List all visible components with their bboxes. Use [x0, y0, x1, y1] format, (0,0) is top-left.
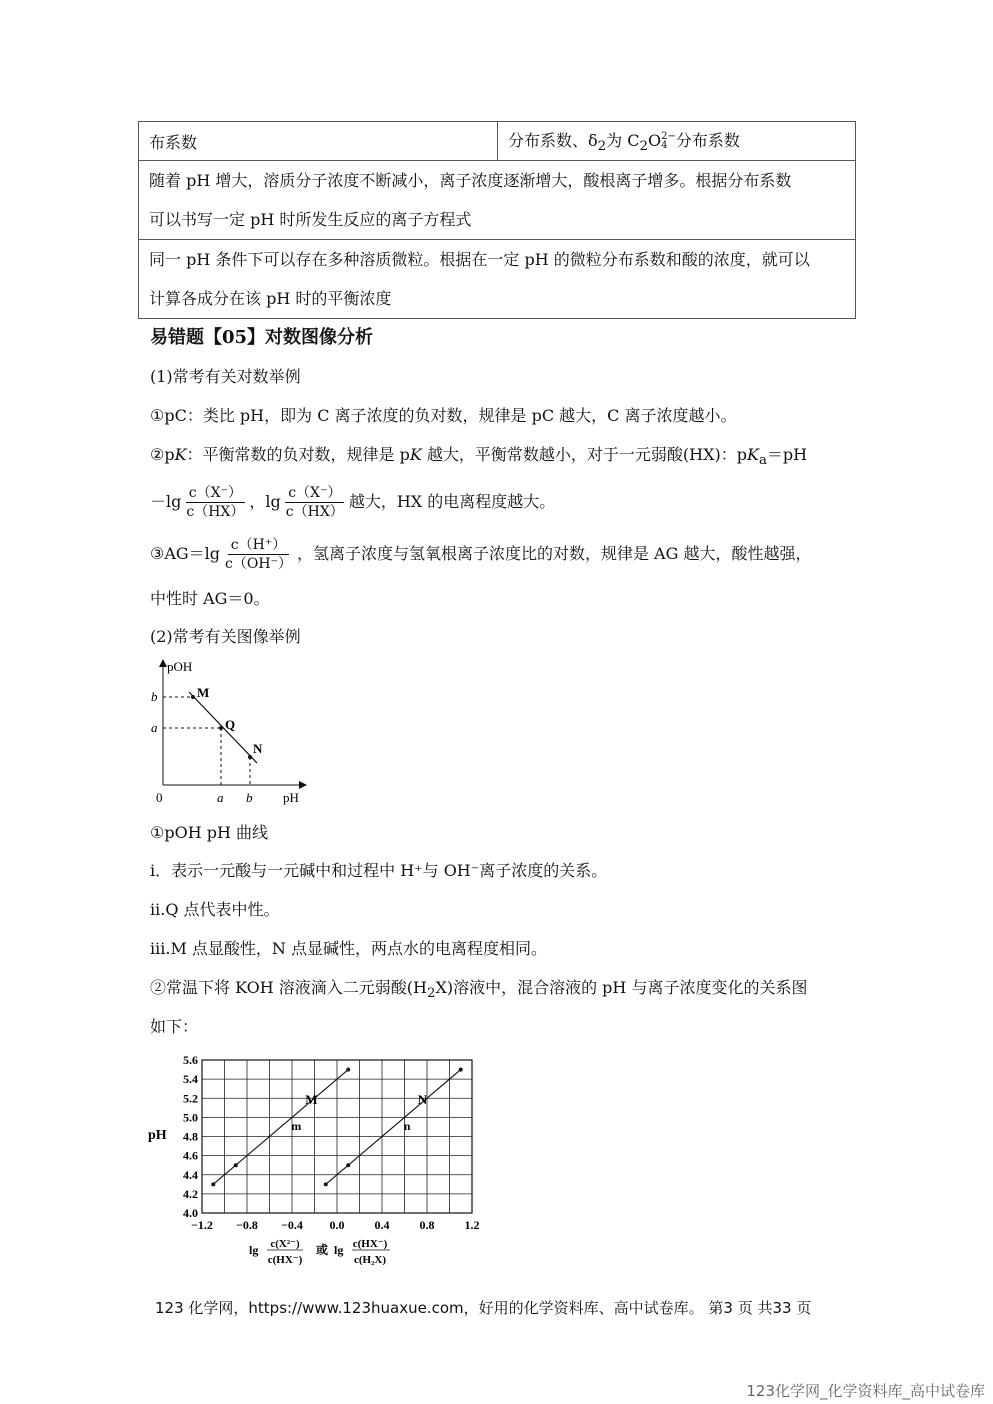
data-point — [346, 1163, 350, 1167]
data-point — [211, 1182, 215, 1186]
data-point — [459, 1068, 463, 1072]
paragraph: ②常温下将 KOH 溶液滴入二元弱酸$(H_2X)$溶液中，混合溶液的 pH 与离子浓度变化的关系图 — [150, 978, 808, 1002]
x-axis-label — [249, 1238, 390, 1266]
series-line-m — [213, 1070, 348, 1185]
x-tick-label: 0.8 — [419, 1218, 435, 1232]
fraction: $\frac{c(X^-)}{c(HX)}$ — [285, 485, 344, 520]
formula-line: ③AG＝lg $\frac{c(H^+)}{c(OH^-)}$ ，氢离子浓度与氢氧根离子浓度比的对数，规律是 AG 越大，酸性越强， — [150, 537, 812, 572]
tick-label: b — [151, 689, 158, 704]
svg-text:c(X²⁻): c(X²⁻) — [270, 1238, 300, 1250]
subsection-title: (1)常考有关对数举例 — [150, 367, 301, 386]
svg-text:c(H₂X): c(H₂X) — [353, 1254, 387, 1266]
y-axis-label: pH — [148, 1128, 167, 1143]
x-axis-label: pH — [283, 790, 299, 805]
x-tick-label: 0.4 — [374, 1218, 390, 1232]
y-tick-label: 4.2 — [183, 1186, 198, 1201]
y-axis-label: pOH — [167, 659, 193, 674]
paragraph: ①pOH pH 曲线 — [150, 823, 269, 842]
table-cell: 分布系数、$\delta_2$为 $C_2O$ 2− 4 分布系数 — [498, 122, 856, 161]
paragraph: ②pK：平衡常数的负对数，规律是 pK 越大，平衡常数越小，对于一元弱酸(HX)：$pK_a=pH$ — [150, 445, 808, 469]
chart-ticks — [183, 1053, 480, 1232]
subsection-title: (2)常考有关图像举例 — [150, 627, 301, 646]
paragraph: 如下： — [150, 1017, 199, 1036]
point-q — [219, 726, 223, 730]
chart-grid — [202, 1060, 472, 1213]
paragraph: iii.M 点显酸性，N 点显碱性，两点水的电离程度相同。 — [150, 939, 547, 958]
poh-ph-diagram — [145, 655, 315, 810]
data-point — [346, 1068, 350, 1072]
point-m — [191, 695, 195, 699]
paragraph: ①pC：类比 pH，即为 C 离子浓度的负对数，规律是 pC 越大，C 离子浓度越小。 — [150, 406, 737, 425]
x-tick-label: 1.2 — [464, 1218, 480, 1232]
paragraph: 中性时 AG＝0。 — [150, 589, 270, 608]
data-point — [234, 1163, 238, 1167]
series-label: N — [417, 1091, 428, 1107]
table-cell: 同一 pH 条件下可以存在多种溶质微粒。根据在一定 pH 的微粒分布系数和酸的浓度，就可以 计算各成分在该 pH 时的平衡浓度 — [139, 240, 856, 319]
paragraph: i．表示一元酸与一元碱中和过程中 H⁺与 OH⁻离子浓度的关系。 — [150, 861, 608, 880]
svg-text:lg: lg — [334, 1243, 344, 1257]
point-n — [248, 755, 252, 759]
point-label-m: M — [197, 685, 210, 700]
y-tick-label: 4.8 — [183, 1129, 198, 1144]
tick-label: b — [246, 790, 253, 805]
svg-text:lg: lg — [249, 1243, 259, 1257]
section-heading: 易错题【05】对数图像分析 — [150, 327, 374, 348]
data-point — [324, 1182, 328, 1186]
table-cell: 布系数 — [139, 122, 498, 161]
table-cell: 随着 pH 增大，溶质分子浓度不断减小，离子浓度逐渐增大，酸根离子增多。根据分布系数 可以书写一定 pH 时所发生反应的离子方程式 — [139, 161, 856, 240]
y-tick-label: 4.0 — [183, 1206, 198, 1220]
tick-label: a — [151, 720, 158, 735]
paragraph: ii.Q 点代表中性。 — [150, 900, 280, 919]
y-tick-label: 5.4 — [183, 1072, 198, 1087]
ph-lg-chart — [140, 1050, 500, 1275]
x-tick-label: 0.0 — [329, 1218, 345, 1232]
series-sub-label: n — [403, 1118, 411, 1133]
summary-table — [138, 121, 856, 319]
svg-text:c(HX⁻): c(HX⁻) — [352, 1238, 388, 1250]
point-label-q: Q — [225, 717, 236, 732]
fraction: $\frac{c(H^+)}{c(OH^-)}$ — [225, 537, 292, 572]
svg-text:或: 或 — [316, 1243, 329, 1257]
svg-text:c(HX⁻): c(HX⁻) — [267, 1254, 303, 1266]
point-label-n: N — [253, 741, 263, 756]
y-tick-label: 5.6 — [183, 1053, 198, 1067]
y-tick-label: 4.6 — [183, 1148, 198, 1163]
site-watermark: 123化学网_化学资料库_高中试卷库 — [746, 1382, 985, 1400]
formula-line: －lg $\frac{c(X^-)}{c(HX)}$ ，lg $\frac{c(X^-)}{c(HX)}$ 越大，HX 的电离程度越大。 — [150, 485, 556, 520]
series-line-n — [326, 1070, 461, 1185]
y-tick-label: 4.4 — [183, 1167, 198, 1182]
series-sub-label: m — [291, 1118, 302, 1133]
series-label: M — [305, 1091, 318, 1107]
fraction: $\frac{c(X^-)}{c(HX)}$ — [186, 485, 245, 520]
x-tick-label: −0.4 — [281, 1218, 303, 1232]
x-tick-label: −0.8 — [236, 1218, 258, 1232]
y-tick-label: 5.2 — [183, 1091, 198, 1106]
tick-label: a — [217, 790, 224, 805]
page-footer: 123 化学网，https://www.123huaxue.com，好用的化学资料库、高中试卷库。 第3 页 共33 页 — [155, 1299, 812, 1317]
y-tick-label: 5.0 — [183, 1110, 198, 1125]
x-tick-label: −1.2 — [191, 1218, 213, 1232]
origin-label: 0 — [156, 790, 163, 805]
